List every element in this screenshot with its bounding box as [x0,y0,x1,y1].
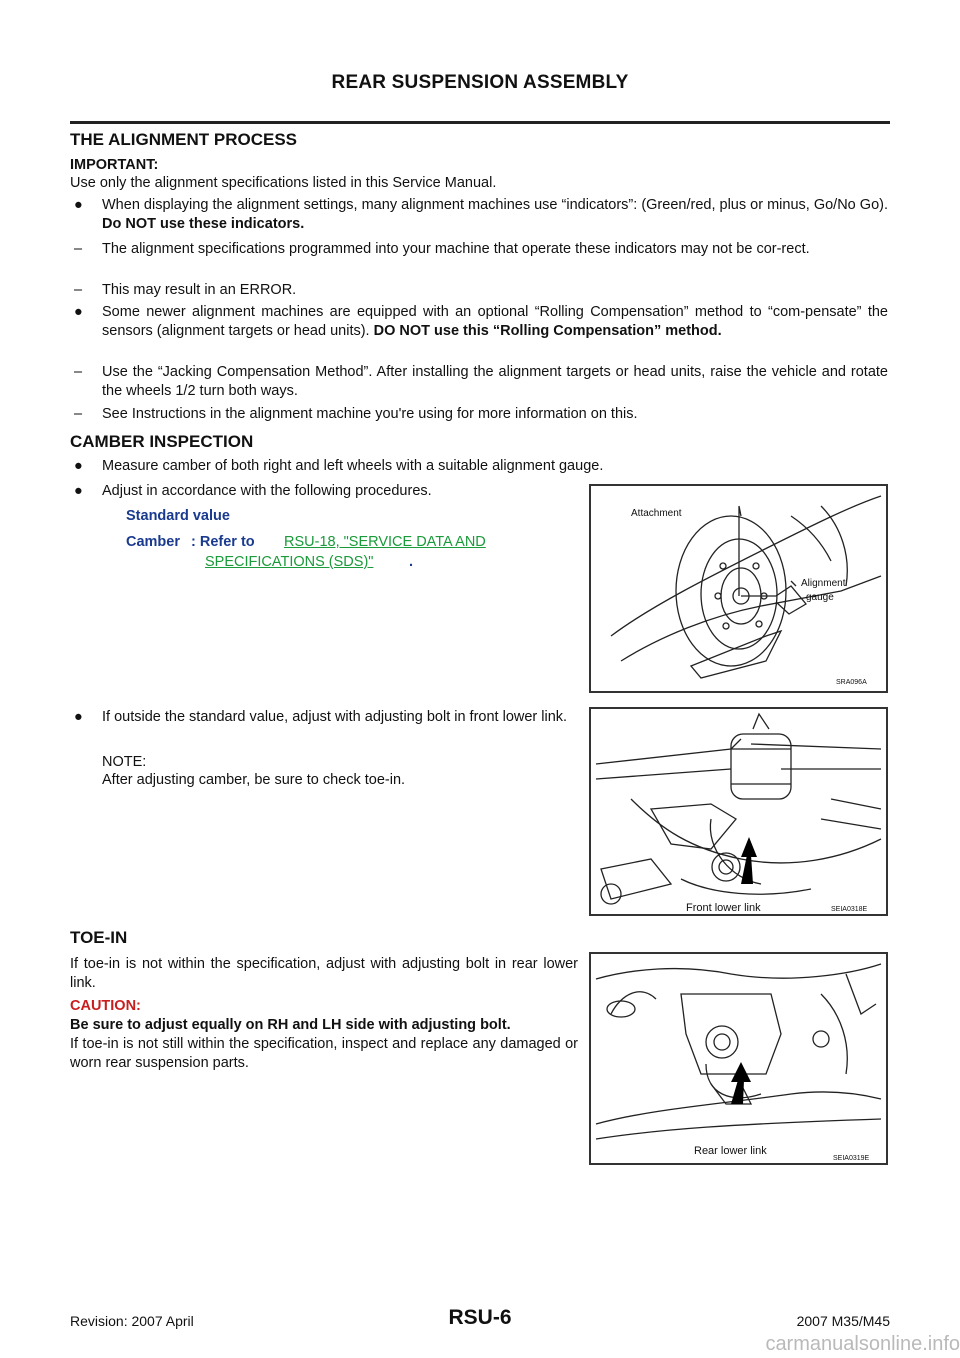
revision-text: Revision: 2007 April [70,1313,194,1329]
dash-text: The alignment specifications programmed into your machine that operate these indicators may not be cor-rect. [102,241,810,257]
dash-text: This may result in an ERROR. [102,282,297,298]
bullet-bold: DO NOT use this “Rolling Compensation” method. [373,323,722,339]
standard-value-label: Standard value [126,508,230,524]
list-item [70,363,888,401]
rear-lower-link-illustration [591,954,886,1163]
bullet-icon: ● [74,197,83,213]
header-divider [70,121,890,124]
dash-text: Use the “Jacking Compensation Method”. After installing the alignment targets or head units, raise the vehicle and rotate the wheels 1/2 turn both ways. [102,364,888,399]
front-lower-link-callout: Front lower link [686,902,761,914]
model-text: 2007 M35/M45 [796,1313,890,1329]
bullet-text: If outside the standard value, adjust with adjusting bolt in front lower link. [102,709,568,725]
dash-icon: – [74,406,83,422]
figure-code: SEIA0318E [831,906,868,913]
dash-icon: – [74,241,83,257]
list-item [70,708,578,727]
wheel-gauge-illustration [591,486,886,691]
sds-link[interactable]: RSU-18, "SERVICE DATA AND [284,534,486,550]
bullet-text: Measure camber of both right and left wheels with a suitable alignment gauge. [102,458,604,474]
bullet-text: Some newer alignment machines are equipped with an optional “Rolling Compensation” method to “com-pensate” the sensors (alignment targets or head units). [102,304,888,339]
figure-code: SRA096A [836,679,867,686]
bullet-icon: ● [74,458,83,474]
list-item [70,196,888,234]
list-item [70,405,888,424]
list-item [70,240,888,259]
bullet-bold: Do NOT use these indicators. [102,216,305,232]
dash-icon: – [74,364,83,380]
figure-code: SEIA0319E [833,1155,870,1162]
camber-label: Camber [126,534,180,550]
list-item [70,281,888,300]
caution-text: Be sure to adjust equally on RH and LH side with adjusting bolt. [70,1017,511,1033]
gauge-callout-2: gauge [806,592,834,603]
important-label: IMPORTANT: [70,157,159,173]
figure-rear-lower-link [589,952,888,1165]
figure-front-lower-link [589,707,888,916]
note-label: NOTE: [102,754,147,770]
front-lower-link-illustration [591,709,886,914]
refer-text: : Refer to [191,534,255,550]
watermark: carmanualsonline.info [765,1333,960,1355]
gauge-callout-1: Alignment [801,578,846,589]
link-tail: . [409,554,414,570]
page-number: RSU-6 [448,1306,512,1329]
section-heading-camber: CAMBER INSPECTION [70,432,254,451]
rear-lower-link-callout: Rear lower link [694,1145,767,1157]
section-heading-alignment: THE ALIGNMENT PROCESS [70,130,297,149]
list-item [70,482,570,501]
important-text: Use only the alignment specifications listed in this Service Manual. [70,175,497,191]
bullet-icon: ● [74,709,83,725]
figure-alignment-gauge [589,484,888,693]
attachment-callout: Attachment [631,508,682,519]
bullet-text: Adjust in accordance with the following procedures. [102,483,432,499]
sds-link-line2[interactable]: SPECIFICATIONS (SDS)" [205,554,374,570]
arrow-icon [731,1062,751,1082]
toein-text2: If toe-in is not still within the specification, inspect and replace any damaged or worn rear suspension parts. [70,1036,578,1071]
bullet-icon: ● [74,304,83,320]
bullet-icon: ● [74,483,83,499]
bullet-text: When displaying the alignment settings, many alignment machines use “indicators”: (Green/red, plus or minus, Go/No Go). [102,197,888,213]
section-heading-toein: TOE-IN [70,928,128,947]
list-item [70,457,888,476]
note-text: After adjusting camber, be sure to check toe-in. [102,772,406,788]
dash-icon: – [74,282,83,298]
arrow-shaft [731,1080,744,1104]
page-title: REAR SUSPENSION ASSEMBLY [331,72,629,93]
caution-label: CAUTION: [70,998,141,1014]
arrow-icon [741,837,757,857]
dash-text: See Instructions in the alignment machine you're using for more information on this. [102,406,638,422]
list-item [70,303,888,341]
toein-text1: If toe-in is not within the specification, adjust with adjusting bolt in rear lower link. [70,956,578,991]
